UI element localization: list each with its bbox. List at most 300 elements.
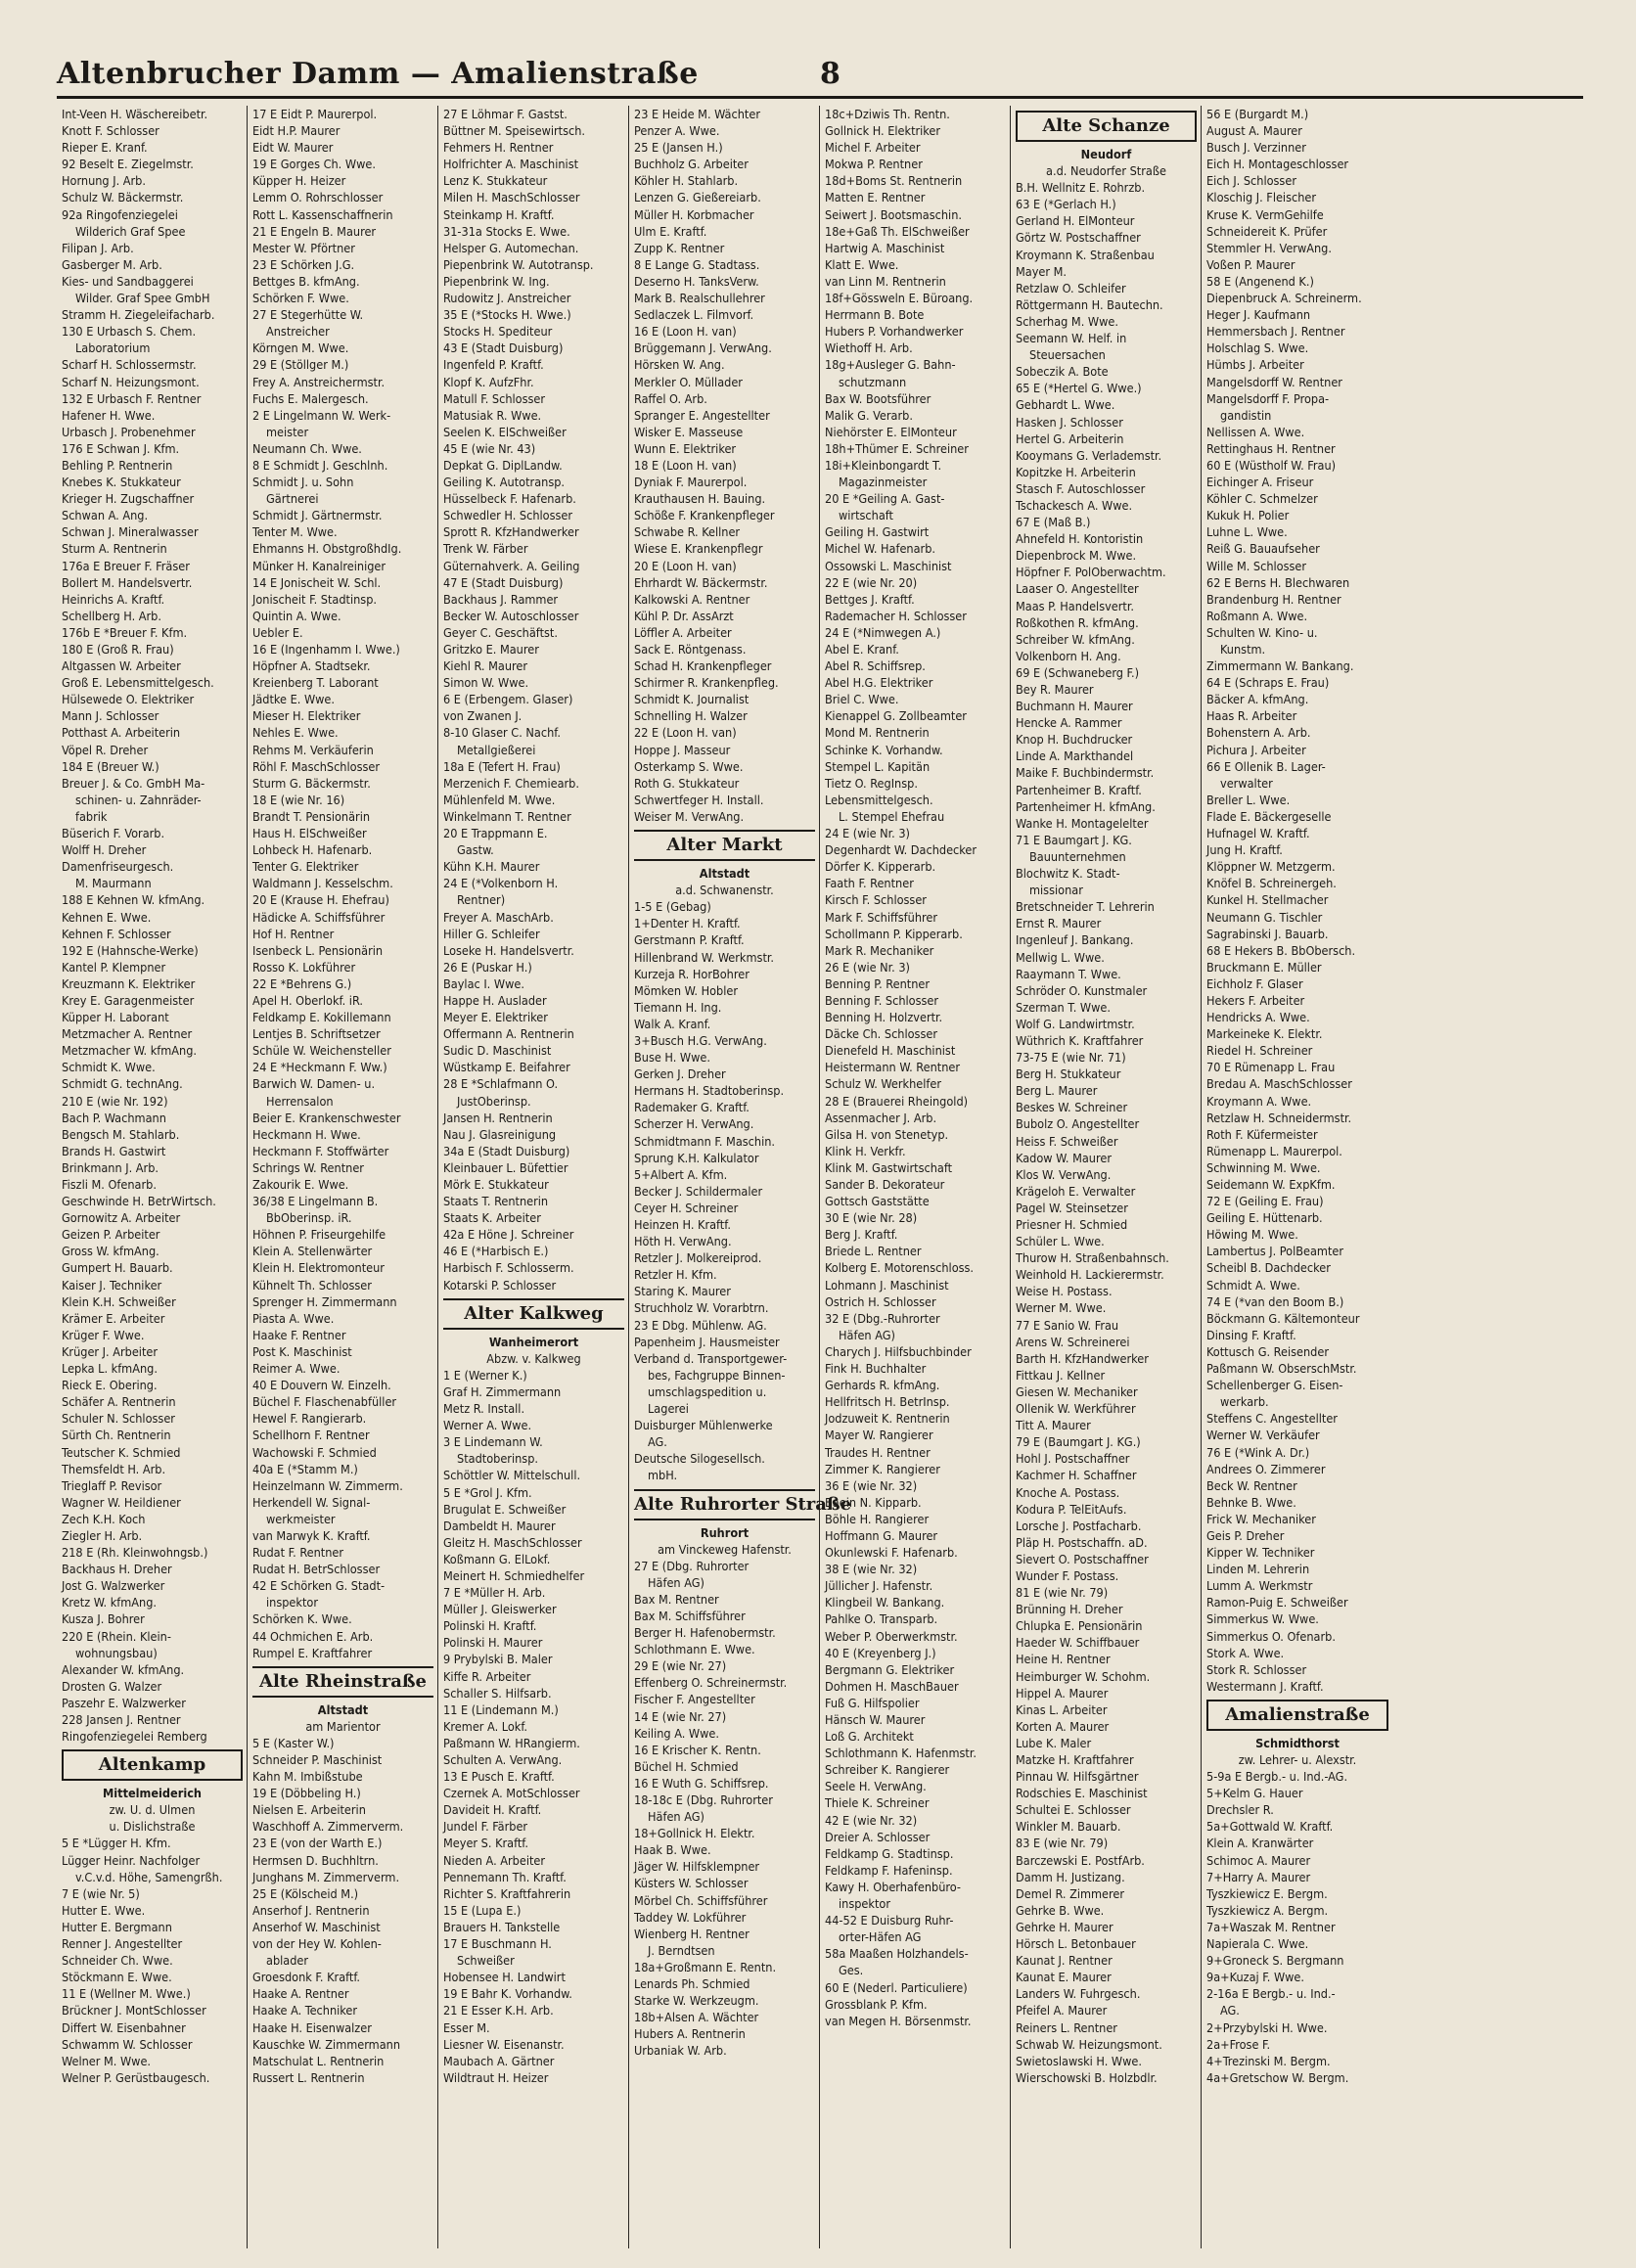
directory-entry: Mühlenfeld M. Wwe. (443, 792, 556, 807)
directory-entry: van Linn M. Rentnerin (825, 273, 946, 289)
directory-entry: Bretschneider T. Lehrerin (1016, 899, 1155, 915)
directory-entry: Hädicke A. Schiffsführer (252, 909, 386, 925)
directory-entry: 5+Kelm G. Hauer (1206, 1786, 1303, 1801)
directory-entry: Sievert O. Postschaffner (1016, 1551, 1149, 1566)
directory-entry: Kretz W. kfmAng. (62, 1595, 158, 1610)
directory-entry: Brands H. Gastwirt (62, 1143, 166, 1158)
directory-entry: Buchholz G. Arbeiter (634, 157, 749, 172)
directory-entry: Ziegler H. Arb. (62, 1527, 143, 1543)
directory-entry: Heiss F. Schweißer (1016, 1133, 1118, 1149)
directory-entry: Klein A. Stellenwärter (252, 1244, 373, 1259)
directory-entry: 44-52 E Duisburg Ruhr- (825, 1913, 954, 1928)
directory-entry: Teutscher K. Schmied (62, 1444, 181, 1460)
directory-entry: Zech K.H. Koch (62, 1511, 146, 1526)
directory-entry: Kehnen E. Wwe. (62, 909, 152, 925)
directory-entry: Neudorf (1080, 147, 1132, 161)
directory-entry: Voßen P. Maurer (1206, 256, 1295, 272)
directory-entry: Schwan A. Ang. (62, 508, 149, 523)
directory-entry: Ruhrort (700, 1524, 750, 1540)
directory-entry: 1 E (Werner K.) (443, 1367, 527, 1383)
directory-entry: Tenter M. Wwe. (252, 524, 338, 540)
directory-entry: 11 E (Lindemann M.) (443, 1701, 559, 1717)
directory-entry: Werner W. Verkäufer (1206, 1428, 1320, 1443)
directory-entry: Geyer C. Geschäftst. (443, 624, 558, 640)
directory-entry: 66 E Ollenik B. Lager- (1206, 758, 1326, 774)
directory-entry: Metzmacher W. kfmAng. (62, 1043, 198, 1059)
directory-entry: van Marwyk K. Kraftf. (252, 1527, 371, 1543)
directory-entry: Niehörster E. ElMonteur (825, 424, 957, 439)
directory-entry: Heinzen H. Kraftf. (634, 1217, 731, 1232)
directory-entry: Haas R. Arbeiter (1206, 708, 1297, 724)
directory-entry: Höpfner F. PolOberwachtm. (1016, 565, 1166, 580)
directory-entry: Bax M. Rentner (634, 1591, 719, 1607)
directory-entry: Rettinghaus H. Rentner (1206, 440, 1336, 456)
directory-entry: Vöpel R. Dreher (62, 742, 149, 757)
directory-entry: Scharf N. Heizungsmont. (62, 374, 200, 389)
directory-column-7 (1202, 106, 1392, 2248)
directory-entry: Anstreicher (266, 324, 330, 340)
directory-entry: Gleitz H. MaschSchlosser (443, 1534, 582, 1550)
directory-entry: Merzenich F. Chemiearb. (443, 775, 579, 791)
directory-entry: Volkenborn H. Ang. (1016, 648, 1121, 663)
directory-entry: Pichura J. Arbeiter (1206, 742, 1306, 757)
directory-entry: 67 E (Maß B.) (1016, 515, 1091, 530)
directory-entry: Deserno H. TanksVerw. (634, 273, 759, 289)
directory-entry: Gehrke B. Wwe. (1016, 1902, 1105, 1918)
directory-entry: Schnelling H. Walzer (634, 708, 748, 724)
directory-entry: Walk A. Kranf. (634, 1016, 711, 1031)
directory-entry: 68 E Hekers B. BbObersch. (1206, 942, 1356, 958)
directory-entry: Struchholz W. Vorarbtrn. (634, 1300, 769, 1316)
directory-entry: 29 E (Stöllger M.) (252, 357, 349, 373)
directory-entry: Roth F. Küfermeister (1206, 1126, 1318, 1142)
directory-entry: Riedel H. Schreiner (1206, 1043, 1313, 1059)
directory-entry: Retzler H. Kfm. (634, 1267, 717, 1283)
directory-column-6 (1011, 106, 1202, 2248)
directory-entry: 5+Albert A. Kfm. (634, 1166, 728, 1182)
directory-entry: Roßkothen R. kfmAng. (1016, 614, 1139, 630)
directory-entry: Markeineke K. Elektr. (1206, 1026, 1323, 1042)
directory-entry: Drosten G. Walzer (62, 1678, 162, 1694)
directory-entry: Backhaus J. Rammer (443, 591, 559, 607)
directory-entry: Rodschies E. Maschinist (1016, 1786, 1148, 1801)
directory-entry: Heimburger W. Schohm. (1016, 1668, 1151, 1684)
directory-entry: 16 E Wuth G. Schiffsrep. (634, 1775, 769, 1791)
directory-entry: Brugulat E. Schweißer (443, 1501, 567, 1517)
directory-entry: Damenfriseurgesch. (62, 859, 174, 875)
directory-entry: Sander B. Dekorateur (825, 1177, 945, 1192)
directory-entry: Happe H. Auslader (443, 992, 547, 1008)
directory-entry: van Megen H. Börsenmstr. (825, 2013, 972, 2028)
directory-entry: Rentner) (457, 892, 506, 908)
directory-entry: Kaunat E. Maurer (1016, 1970, 1112, 1985)
directory-entry: Klopf K. AufzFhr. (443, 374, 534, 389)
directory-entry: Jodzuweit K. Rentnerin (825, 1411, 950, 1427)
directory-entry: 5 E (Kaster W.) (252, 1735, 335, 1750)
directory-entry: Hertel G. Arbeiterin (1016, 431, 1124, 446)
directory-entry: Paßmann W. HRangierm. (443, 1735, 580, 1750)
directory-entry: 21 E Esser K.H. Arb. (443, 2003, 554, 2019)
directory-entry: Seidemann W. ExpKfm. (1206, 1177, 1336, 1192)
directory-entry: 14 E (wie Nr. 27) (634, 1708, 727, 1724)
directory-entry: Ahnefeld H. Kontoristin (1016, 531, 1144, 547)
directory-entry: Fink H. Buchhalter (825, 1361, 927, 1377)
directory-entry: Scherzer H. VerwAng. (634, 1116, 754, 1132)
directory-entry: Haake H. Eisenwalzer (252, 2019, 372, 2035)
directory-entry: Partenheimer B. Kraftf. (1016, 782, 1142, 797)
directory-entry: Kroymann K. Straßenbau (1016, 247, 1155, 262)
directory-entry: Junghans M. Zimmerverm. (252, 1869, 400, 1884)
directory-entry: Rademacher H. Schlosser (825, 608, 967, 623)
directory-entry: Mörk E. Stukkateur (443, 1177, 549, 1192)
directory-entry: 62 E Berns H. Blechwaren (1206, 574, 1350, 590)
directory-entry: Charych J. Hilfsbuchbinder (825, 1343, 972, 1359)
directory-entry: Gebhardt L. Wwe. (1016, 397, 1115, 413)
directory-entry: von der Hey W. Kohlen- (252, 1936, 382, 1952)
directory-entry: Knöfel B. Schreinergeh. (1206, 876, 1337, 891)
directory-entry: Schwan J. Mineralwasser (62, 524, 199, 540)
directory-entry: a.d. Schwanenstr. (675, 883, 774, 898)
directory-entry: Pennemann Th. Kraftf. (443, 1869, 567, 1884)
directory-entry: Klatt E. Wwe. (825, 256, 899, 272)
directory-entry: Pfeifel A. Maurer (1016, 2003, 1108, 2019)
directory-entry: 15 E (Lupa E.) (443, 1902, 522, 1918)
directory-entry: Klingbeil W. Bankang. (825, 1595, 945, 1610)
directory-entry: Laaser O. Angestellter (1016, 581, 1139, 597)
directory-entry: 69 E (Schwaneberg F.) (1016, 664, 1140, 680)
directory-entry: Davideit H. Kraftf. (443, 1802, 542, 1818)
directory-entry: Wanheimerort (488, 1334, 579, 1349)
directory-entry: Hutter E. Bergmann (62, 1919, 172, 1934)
directory-entry: Haake A. Rentner (252, 1986, 349, 2002)
directory-entry: Merkler O. Müllader (634, 374, 743, 389)
directory-entry: 27 E Löhmar F. Gastst. (443, 107, 568, 121)
directory-entry: missionar (1029, 883, 1083, 898)
directory-entry: Brünning H. Dreher (1016, 1602, 1123, 1617)
directory-entry: Heinrichs A. Kraftf. (62, 591, 165, 607)
directory-entry: 42 E (wie Nr. 32) (825, 1812, 918, 1828)
directory-entry: Gerstmann P. Kraftf. (634, 932, 745, 948)
directory-entry: Krämer E. Arbeiter (62, 1310, 165, 1326)
directory-entry: Hermans H. Stadtoberinsp. (634, 1083, 785, 1099)
directory-entry: Kühn K.H. Maurer (443, 859, 540, 875)
directory-entry: Heckmann F. Stoffwärter (252, 1143, 389, 1158)
directory-entry: Herkendell W. Signal- (252, 1494, 371, 1510)
directory-entry: Backhaus H. Dreher (62, 1562, 172, 1577)
directory-entry: Retzlaw O. Schleifer (1016, 280, 1126, 295)
directory-entry: Meyer S. Kraftf. (443, 1836, 528, 1851)
directory-entry: Demel R. Zimmerer (1016, 1885, 1125, 1901)
directory-entry: Jung H. Kraftf. (1206, 842, 1283, 858)
directory-entry: Kauschke W. Zimmermann (252, 2036, 401, 2052)
directory-entry: Gilsa H. von Stenetyp. (825, 1126, 949, 1142)
directory-entry: Abel H.G. Elektriker (825, 675, 933, 691)
directory-entry: Lenzen G. Gießereiarb. (634, 190, 761, 205)
directory-entry: 83 E (wie Nr. 79) (1016, 1836, 1109, 1851)
directory-entry: Schneidereit K. Prüfer (1206, 223, 1328, 239)
directory-entry: Partenheimer H. kfmAng. (1016, 798, 1156, 814)
directory-entry: Matusiak R. Wwe. (443, 407, 542, 423)
directory-entry: Mömken W. Hobler (634, 982, 738, 998)
directory-entry: Swietoslawski H. Wwe. (1016, 2053, 1142, 2068)
street-heading: Alte Schanze (1016, 111, 1197, 142)
directory-entry: fabrik (75, 808, 108, 824)
directory-entry: Hendricks A. Wwe. (1206, 1010, 1310, 1025)
directory-entry: Kodura P. TelEitAufs. (1016, 1501, 1127, 1517)
directory-entry: 192 E (Hahnsche-Werke) (62, 942, 199, 958)
directory-entry: Weiser M. VerwAng. (634, 808, 745, 824)
directory-entry: Starke W. Werkzeugm. (634, 1993, 759, 2009)
directory-entry: Löffler A. Arbeiter (634, 624, 732, 640)
directory-entry: Kusza J. Bohrer (62, 1611, 145, 1627)
directory-entry: Gollnick H. Elektriker (825, 123, 941, 139)
directory-entry: Ehrhardt W. Bäckermstr. (634, 574, 768, 590)
directory-entry: 18h+Thümer E. Schreiner (825, 440, 969, 456)
directory-entry: Schimoc A. Maurer (1206, 1852, 1311, 1868)
directory-entry: Matzke H. Kraftfahrer (1016, 1752, 1134, 1767)
directory-entry: Frick W. Mechaniker (1206, 1511, 1316, 1526)
directory-entry: Bohenstern A. Arb. (1206, 725, 1311, 741)
directory-entry: 180 E (Groß R. Frau) (62, 642, 174, 657)
directory-entry: Bengsch M. Stahlarb. (62, 1126, 180, 1142)
directory-entry: Holfrichter A. Maschinist (443, 157, 579, 172)
directory-entry: Heistermann W. Rentner (825, 1060, 961, 1075)
directory-entry: Eidt H.P. Maurer (252, 123, 341, 139)
directory-entry: Kachmer H. Schaffner (1016, 1468, 1137, 1483)
directory-entry: Brinkmann J. Arb. (62, 1159, 159, 1175)
directory-entry: Klein A. Kranwärter (1206, 1836, 1314, 1851)
directory-entry: Baylac I. Wwe. (443, 975, 524, 991)
directory-entry: Kies- und Sandbaggerei (62, 273, 194, 289)
directory-entry: Koßmann G. ElLokf. (443, 1551, 551, 1566)
directory-entry: Lügger Heinr. Nachfolger (62, 1852, 201, 1868)
directory-entry: Rott L. Kassenschaffnerin (252, 206, 393, 222)
directory-entry: Abzw. v. Kalkweg (486, 1350, 581, 1366)
directory-entry: Schellhorn F. Rentner (252, 1428, 370, 1443)
directory-entry: Schulz W. Werkhelfer (825, 1076, 942, 1092)
directory-entry: Piepenbrink W. Ing. (443, 273, 550, 289)
directory-entry: Reiß G. Bauaufseher (1206, 541, 1320, 557)
directory-entry: 18i+Kleinbongardt T. (825, 457, 942, 473)
directory-entry: Kolberg E. Motorenschloss. (825, 1260, 975, 1276)
directory-entry: Schulten A. VerwAng. (443, 1752, 563, 1767)
directory-entry: 18+Gollnick H. Elektr. (634, 1826, 755, 1841)
directory-entry: Pagel W. Steinsetzer (1016, 1200, 1128, 1215)
directory-entry: Becker J. Schildermaler (634, 1183, 763, 1199)
directory-entry: Gritzko E. Maurer (443, 642, 539, 657)
directory-entry: Wisker E. Masseuse (634, 424, 744, 439)
directory-entry: Steffens C. Angestellter (1206, 1411, 1338, 1427)
directory-entry: 22 E (Loon H. van) (634, 725, 737, 741)
directory-entry: Kremer A. Lokf. (443, 1718, 528, 1734)
directory-entry: Hellfritsch H. BetrInsp. (825, 1394, 950, 1410)
directory-entry: Geis P. Dreher (1206, 1527, 1285, 1543)
directory-entry: Müller H. Korbmacher (634, 206, 754, 222)
directory-entry: Schöße F. Krankenpfleger (634, 508, 775, 523)
directory-entry: Staats T. Rentnerin (443, 1194, 549, 1209)
directory-entry: Benning H. Holzvertr. (825, 1010, 943, 1025)
directory-column-3 (438, 106, 629, 2248)
directory-entry: 5 E *Lügger H. Kfm. (62, 1836, 171, 1851)
directory-entry: 29 E (wie Nr. 27) (634, 1658, 727, 1674)
directory-entry: Penzer A. Wwe. (634, 123, 720, 139)
directory-entry: Fittkau J. Kellner (1016, 1367, 1106, 1383)
directory-entry: Wolf G. Landwirtmstr. (1016, 1016, 1135, 1031)
directory-entry: Priesner H. Schmied (1016, 1217, 1128, 1232)
directory-entry: mbH. (648, 1468, 678, 1483)
directory-entry: Schollmann P. Kipperarb. (825, 926, 963, 941)
directory-entry: Häfen AG) (648, 1809, 704, 1825)
directory-entry: Seemann W. Helf. in (1016, 331, 1127, 346)
directory-entry: Jäger W. Hilfsklempner (634, 1859, 760, 1875)
directory-entry: Lumm A. Werkmstr (1206, 1578, 1313, 1594)
directory-entry: Meyer E. Elektriker (443, 1010, 548, 1025)
directory-entry: Zupp K. Rentner (634, 240, 725, 255)
directory-entry: AG. (648, 1434, 667, 1450)
directory-entry: Verband d. Transportgewer- (634, 1350, 788, 1366)
directory-entry: 42a E Höne J. Schreiner (443, 1227, 574, 1243)
directory-entry: Hiller G. Schleifer (443, 926, 540, 941)
directory-entry: Mangelsdorff F. Propa- (1206, 390, 1330, 406)
directory-entry: Kühnelt Th. Schlosser (252, 1277, 372, 1293)
directory-column-1 (57, 106, 248, 2248)
directory-entry: Harbisch F. Schlosserm. (443, 1260, 574, 1276)
directory-entry: wirtschaft (839, 508, 893, 523)
directory-entry: Gasberger M. Arb. (62, 256, 162, 272)
directory-entry: Hubers P. Vorhandwerker (825, 324, 964, 340)
directory-entry: Heinzelmann W. Zimmerm. (252, 1477, 403, 1493)
directory-entry: Geiling K. Autotransp. (443, 475, 566, 490)
directory-entry: Schad H. Krankenpfleger (634, 658, 772, 674)
directory-entry: Michel F. Arbeiter (825, 140, 921, 156)
directory-entry: Simon W. Wwe. (443, 675, 529, 691)
directory-entry: Sturm G. Bäckermstr. (252, 775, 371, 791)
directory-entry: Knoche A. Postass. (1016, 1484, 1120, 1500)
directory-entry: Reiners L. Rentner (1016, 2019, 1117, 2035)
directory-entry: 18a E (Tefert H. Frau) (443, 758, 561, 774)
directory-entry: 18f+Gössweln E. Büroang. (825, 291, 974, 306)
directory-entry: Liesner W. Eisenanstr. (443, 2036, 565, 2052)
directory-entry: Flade E. Bäckergeselle (1206, 808, 1332, 824)
directory-entry: 36/38 E Lingelmann B. (252, 1194, 379, 1209)
directory-entry: Blochwitz K. Stadt- (1016, 866, 1120, 882)
directory-entry: Fuß G. Hilfspolier (825, 1695, 920, 1710)
directory-entry: Hülsewede O. Elektriker (62, 692, 195, 707)
directory-entry: Osterkamp S. Wwe. (634, 758, 744, 774)
directory-entry: Metzmacher A. Rentner (62, 1026, 193, 1042)
directory-entry: Kaiser J. Techniker (62, 1277, 162, 1293)
directory-entry: Wüthrich K. Kraftfahrer (1016, 1032, 1144, 1048)
directory-entry: Jüllicher J. Hafenstr. (825, 1578, 933, 1594)
directory-entry: 5 E *Grol J. Kfm. (443, 1484, 532, 1500)
directory-entry: Ceyer H. Schreiner (634, 1200, 739, 1215)
directory-entry: Graf H. Zimmermann (443, 1383, 562, 1399)
directory-entry: Kotarski P. Schlosser (443, 1277, 557, 1293)
directory-entry: Wiethoff H. Arb. (825, 340, 913, 356)
directory-entry: Schulten W. Kino- u. (1206, 624, 1318, 640)
directory-entry: 18e+Gaß Th. ElSchweißer (825, 223, 970, 239)
directory-entry: 1+Denter H. Kraftf. (634, 916, 741, 931)
directory-entry: 18d+Boms St. Rentnerin (825, 173, 963, 189)
directory-entry: werkmeister (266, 1511, 336, 1526)
directory-entry: Chlupka E. Pensionärin (1016, 1618, 1143, 1634)
directory-entry: AG. (1220, 2003, 1240, 2019)
directory-entry: 79 E (Baumgart J. KG.) (1016, 1434, 1141, 1450)
directory-entry: Rudat H. BetrSchlosser (252, 1562, 381, 1577)
directory-entry: 13 E Pusch E. Kraftf. (443, 1769, 555, 1785)
directory-entry: von Zwanen J. (443, 708, 523, 724)
directory-entry: Schmidt K. Wwe. (62, 1060, 156, 1075)
directory-entry: Differt W. Eisenbahner (62, 2019, 186, 2035)
directory-entry: Kottusch G. Reisender (1206, 1343, 1329, 1359)
directory-entry: 8-10 Glaser C. Nachf. (443, 725, 561, 741)
directory-entry: Andrees O. Zimmerer (1206, 1461, 1326, 1476)
directory-entry: Korten A. Maurer (1016, 1718, 1110, 1734)
directory-entry: Ges. (839, 1963, 864, 1978)
directory-entry: Werner M. Wwe. (1016, 1300, 1107, 1316)
directory-entry: Kiehl R. Maurer (443, 658, 528, 674)
directory-entry: Milen H. MaschSchlosser (443, 190, 580, 205)
directory-entry: Schörken K. Wwe. (252, 1611, 352, 1627)
directory-entry: 184 E (Breuer W.) (62, 758, 159, 774)
directory-entry: 17 E Buschmann H. (443, 1936, 552, 1952)
directory-entry: Drechsler R. (1206, 1802, 1274, 1818)
directory-entry: 19 E Bahr K. Vorhandw. (443, 1986, 572, 2002)
directory-entry: Krieger H. Zugschaffner (62, 491, 195, 507)
directory-entry: 28 E *Schlafmann O. (443, 1076, 559, 1092)
directory-entry: Potthast A. Arbeiterin (62, 725, 181, 741)
directory-entry: 42 E Schörken G. Stadt- (252, 1578, 386, 1594)
directory-entry: Zimmer K. Rangierer (825, 1461, 940, 1476)
directory-entry: Eichinger A. Friseur (1206, 475, 1314, 490)
directory-entry: Arens W. Schreinerei (1016, 1334, 1130, 1349)
directory-entry: 18-18c E (Dbg. Ruhrorter (634, 1792, 773, 1807)
directory-entry: Küsters W. Schlosser (634, 1876, 749, 1891)
directory-entry: Linden M. Lehrerin (1206, 1562, 1310, 1577)
directory-entry: inspektor (839, 1896, 890, 1912)
directory-entry: Eichholz F. Glaser (1206, 975, 1303, 991)
directory-entry: Berg H. Stukkateur (1016, 1066, 1121, 1082)
directory-entry: Lebensmittelgesch. (825, 792, 933, 807)
directory-entry: Stasch F. Autoschlosser (1016, 480, 1146, 496)
directory-entry: Buse H. Wwe. (634, 1050, 710, 1066)
directory-entry: 218 E (Rh. Kleinwohngsb.) (62, 1545, 208, 1561)
directory-entry: Kinas L. Arbeiter (1016, 1701, 1108, 1717)
street-heading: Altenkamp (62, 1749, 243, 1781)
directory-entry: Herrmann B. Bote (825, 307, 925, 323)
directory-entry: Michel W. Hafenarb. (825, 541, 936, 557)
directory-entry: Faath F. Rentner (825, 876, 914, 891)
directory-entry: Kalkowski A. Rentner (634, 591, 750, 607)
directory-entry: Behling P. Rentnerin (62, 457, 173, 473)
directory-entry: Hippel A. Maurer (1016, 1685, 1109, 1701)
directory-entry: Diepenbruck A. Schreinerm. (1206, 291, 1362, 306)
directory-entry: Güternahverk. A. Geiling (443, 558, 580, 573)
directory-entry: Linde A. Markthandel (1016, 748, 1134, 764)
directory-entry: Ehmanns H. ObstgroßhdIg. (252, 541, 402, 557)
directory-column-5 (820, 106, 1011, 2248)
directory-entry: Küpper H. Laborant (62, 1010, 169, 1025)
directory-entry: Busch J. Verzinner (1206, 140, 1306, 156)
directory-entry: Bax M. Schiffsführer (634, 1608, 746, 1623)
directory-entry: Benning P. Rentner (825, 975, 931, 991)
directory-entry: Feldkamp F. Hafeninsp. (825, 1862, 953, 1878)
directory-entry: Bruckmann E. Müller (1206, 959, 1322, 975)
directory-entry: B.H. Wellnitz E. Rohrzb. (1016, 180, 1146, 196)
directory-entry: Brauers H. Tankstelle (443, 1919, 561, 1934)
directory-entry: Haeder W. Schiffbauer (1016, 1635, 1140, 1651)
directory-entry: meister (266, 424, 309, 439)
